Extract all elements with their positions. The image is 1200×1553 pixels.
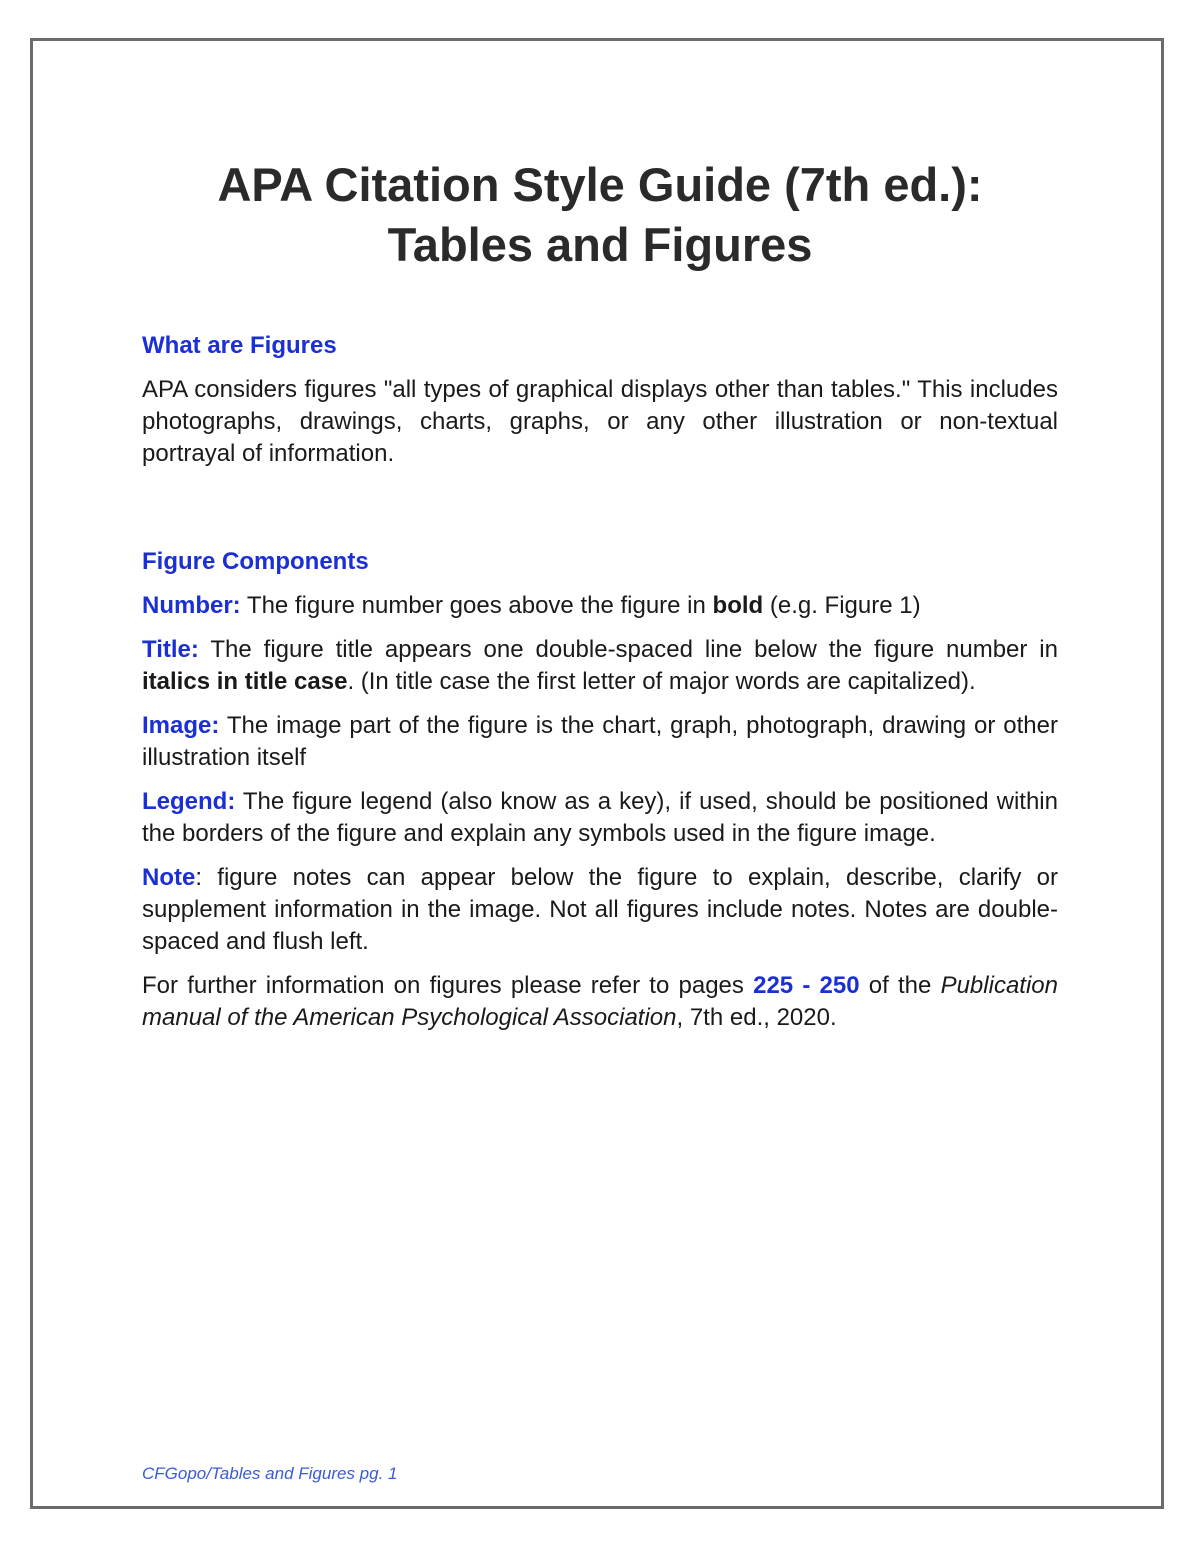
title-text-before: The figure title appears one double-spaced line below the figure number in [198,636,1058,663]
paragraph-what-are-figures: APA considers figures "all types of graphical displays other than tables." This includes photographs, drawings, charts, graphs, or any other illustration or non-textual portrayal of information. [142,376,1058,467]
heading-what-are-figures: What are Figures [142,332,337,359]
paragraph-note [142,862,1058,958]
label-note: Note [142,864,196,891]
heading-figure-components: Figure Components [142,548,369,575]
paragraph-number [142,590,1058,622]
page-footer: CFGopo/Tables and Figures pg. 1 [142,1464,398,1483]
number-text-before: The figure number goes above the figure in [240,592,713,619]
manual-title: Publication manual of the American Psychological Association [142,972,1058,1031]
page-title [0,155,1200,275]
paragraph-image [142,710,1058,774]
title-text-after: . (In title case the first letter of major words are capitalized). [347,668,976,695]
page-range: 225 - 250 [753,972,860,999]
title-line-1: APA Citation Style Guide (7th ed.): [217,158,983,211]
note-text: : figure notes can appear below the figure to explain, describe, clarify or supplement information in the image. Not all figures include notes. Notes are double-spaced and flush left. [142,864,1058,955]
paragraph-legend [142,786,1058,850]
title-line-2: Tables and Figures [387,218,813,271]
label-number: Number: [142,592,241,619]
number-bold: bold [712,592,764,619]
label-title: Title: [142,636,199,663]
label-legend: Legend: [142,788,236,815]
further-text-after: , 7th ed., 2020. [676,1004,837,1031]
image-text: The image part of the figure is the chart, graph, photograph, drawing or other illustration itself [142,712,1058,771]
main-content [142,330,1058,1046]
title-bold: italics in title case [142,668,348,695]
further-text-before: For further information on figures please refer to pages [142,972,754,999]
number-text-after: (e.g. Figure 1) [763,592,921,619]
legend-text: The figure legend (also know as a key), if used, should be positioned within the borders of the figure and explain any symbols used in the figure image. [142,788,1058,847]
paragraph-further-info [142,970,1058,1034]
paragraph-title [142,634,1058,698]
further-text-mid: of the [859,972,941,999]
label-image: Image: [142,712,220,739]
